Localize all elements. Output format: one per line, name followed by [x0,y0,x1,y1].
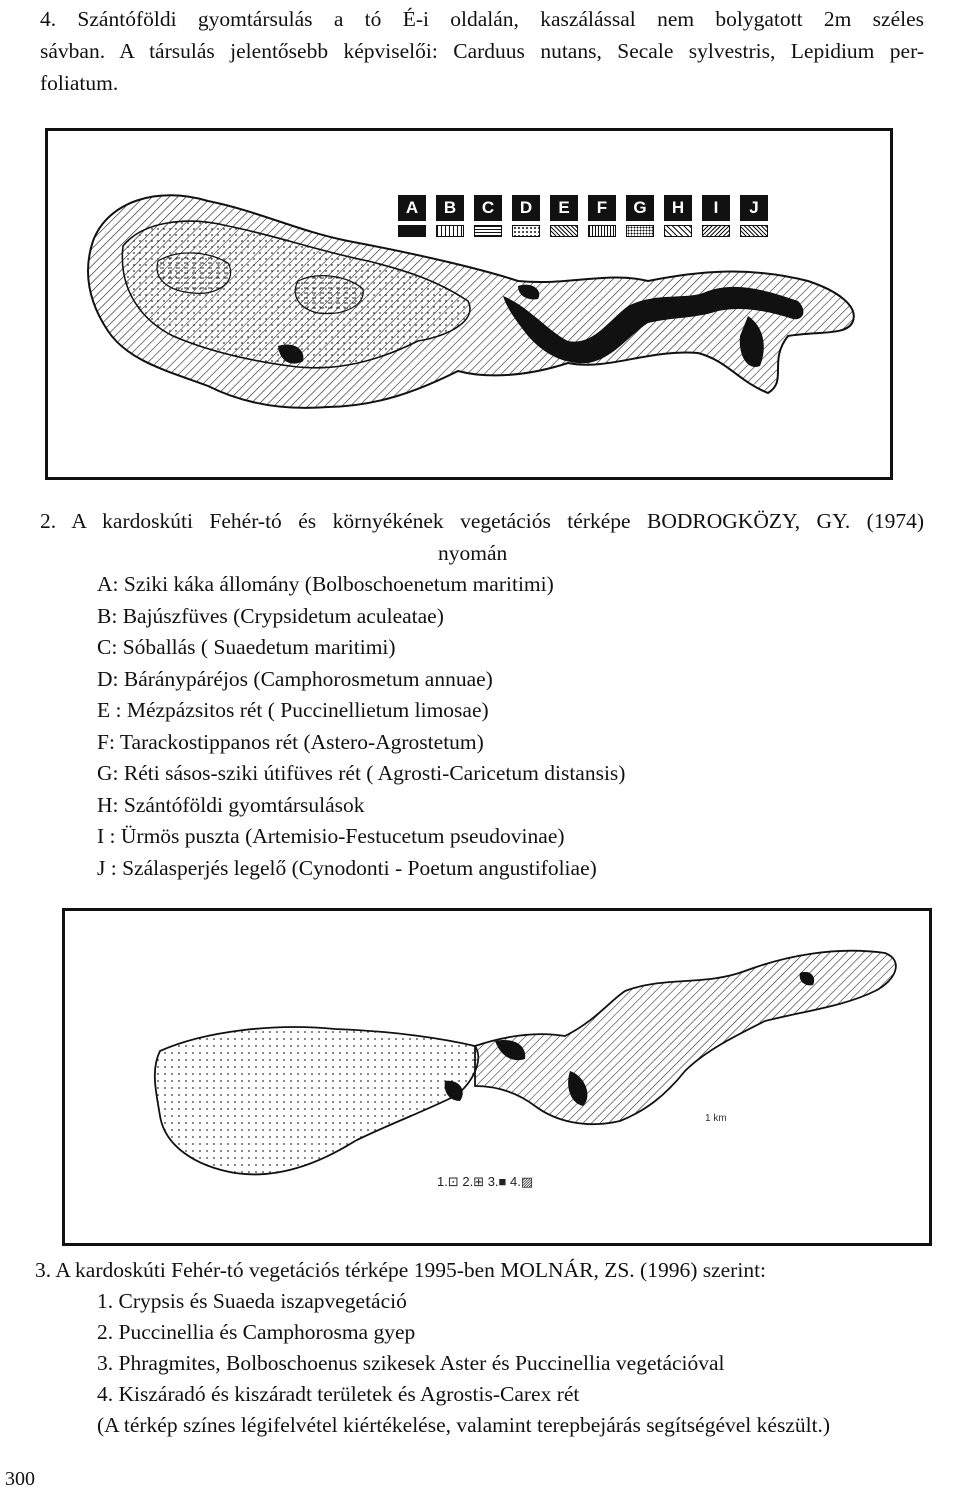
legend-letter-e: E [550,195,578,221]
lake-outline-1995 [65,911,929,1243]
vegetation-map-1974 [45,128,893,480]
intro-line-3: foliatum. [40,71,119,95]
legend-letter-d: D [512,195,540,221]
figure-2-legend-item: E : Mézpázsitos rét ( Puccinellietum limosae) [97,698,489,722]
figure-2-legend-item: G: Réti sásos-sziki útifüves rét ( Agrosti-Caricetum distansis) [97,761,626,785]
figure-2-legend-item: C: Sóballás ( Suaedetum maritimi) [97,635,396,659]
figure-3-caption-title: 3. A kardoskúti Fehér-tó vegetációs térképe 1995-ben MOLNÁR, ZS. (1996) szerint: [35,1258,767,1282]
lake-outline-1974 [48,131,890,477]
figure-2-legend-item: D: Báránypáréjos (Camphorosmetum annuae) [97,666,493,691]
figure-3-legend-item: 1. Crypsis és Suaeda iszapvegetáció [97,1289,407,1313]
legend-letter-i: I [702,195,730,221]
page-number: 300 [5,1468,35,1490]
vegetation-map-1995 [62,908,932,1246]
figure-3-note: (A térkép színes légifelvétel kiértékelése, valamint terepbejárás segítségével készült.) [97,1413,831,1437]
legend-letter-j: J [740,195,768,221]
figure-3-legend-item: 3. Phragmites, Bolboschoenus szikesek Aster és Puccinellia vegetációval [97,1351,725,1375]
figure-2-legend-item: I : Ürmös puszta (Artemisio-Festucetum pseudovinae) [97,824,565,848]
legend-letter-b: B [436,195,464,221]
intro-line-2: sávban. A társulás jelentősebb képviselői: Carduus nutans, Secale sylvestris, Lepidium per- [40,39,924,63]
figure-2-legend-item: A: Sziki káka állomány (Bolboschoenetum maritimi) [97,572,554,596]
map-scale: 1 km [705,1113,727,1124]
figure-2-caption-title: 2. A kardoskúti Fehér-tó és környékének vegetációs térképe BODROGKÖZY, GY. (1974) [40,509,924,533]
map-1995-legend: 1.⊡ 2.⊞ 3.■ 4.▨ [437,1174,534,1189]
figure-2-legend-item: B: Bajúszfüves (Crypsidetum aculeatae) [97,603,444,628]
legend-letter-f: F [588,195,616,221]
figure-2-caption-title-cont: nyomán [438,541,508,565]
figure-2-legend-item: H: Szántóföldi gyomtársulások [97,792,365,817]
figure-2-legend-item: F: Tarackostippanos rét (Astero-Agrostetum) [97,729,484,754]
legend-letter-g: G [626,195,654,221]
intro-line-1: 4. Szántóföldi gyomtársulás a tó É-i oldalán, kaszálással nem bolygatott 2m széles [40,7,924,31]
figure-3-legend-item: 4. Kiszáradó és kiszáradt területek és Agrostis-Carex rét [97,1382,580,1406]
legend-letter-h: H [664,195,692,221]
legend-letter-c: C [474,195,502,221]
figure-3-legend-item: 2. Puccinellia és Camphorosma gyep [97,1320,416,1344]
figure-2-legend-item: J : Szálasperjés legelő (Cynodonti - Poetum angustifoliae) [97,855,597,880]
legend-letter-a: A [398,195,426,221]
